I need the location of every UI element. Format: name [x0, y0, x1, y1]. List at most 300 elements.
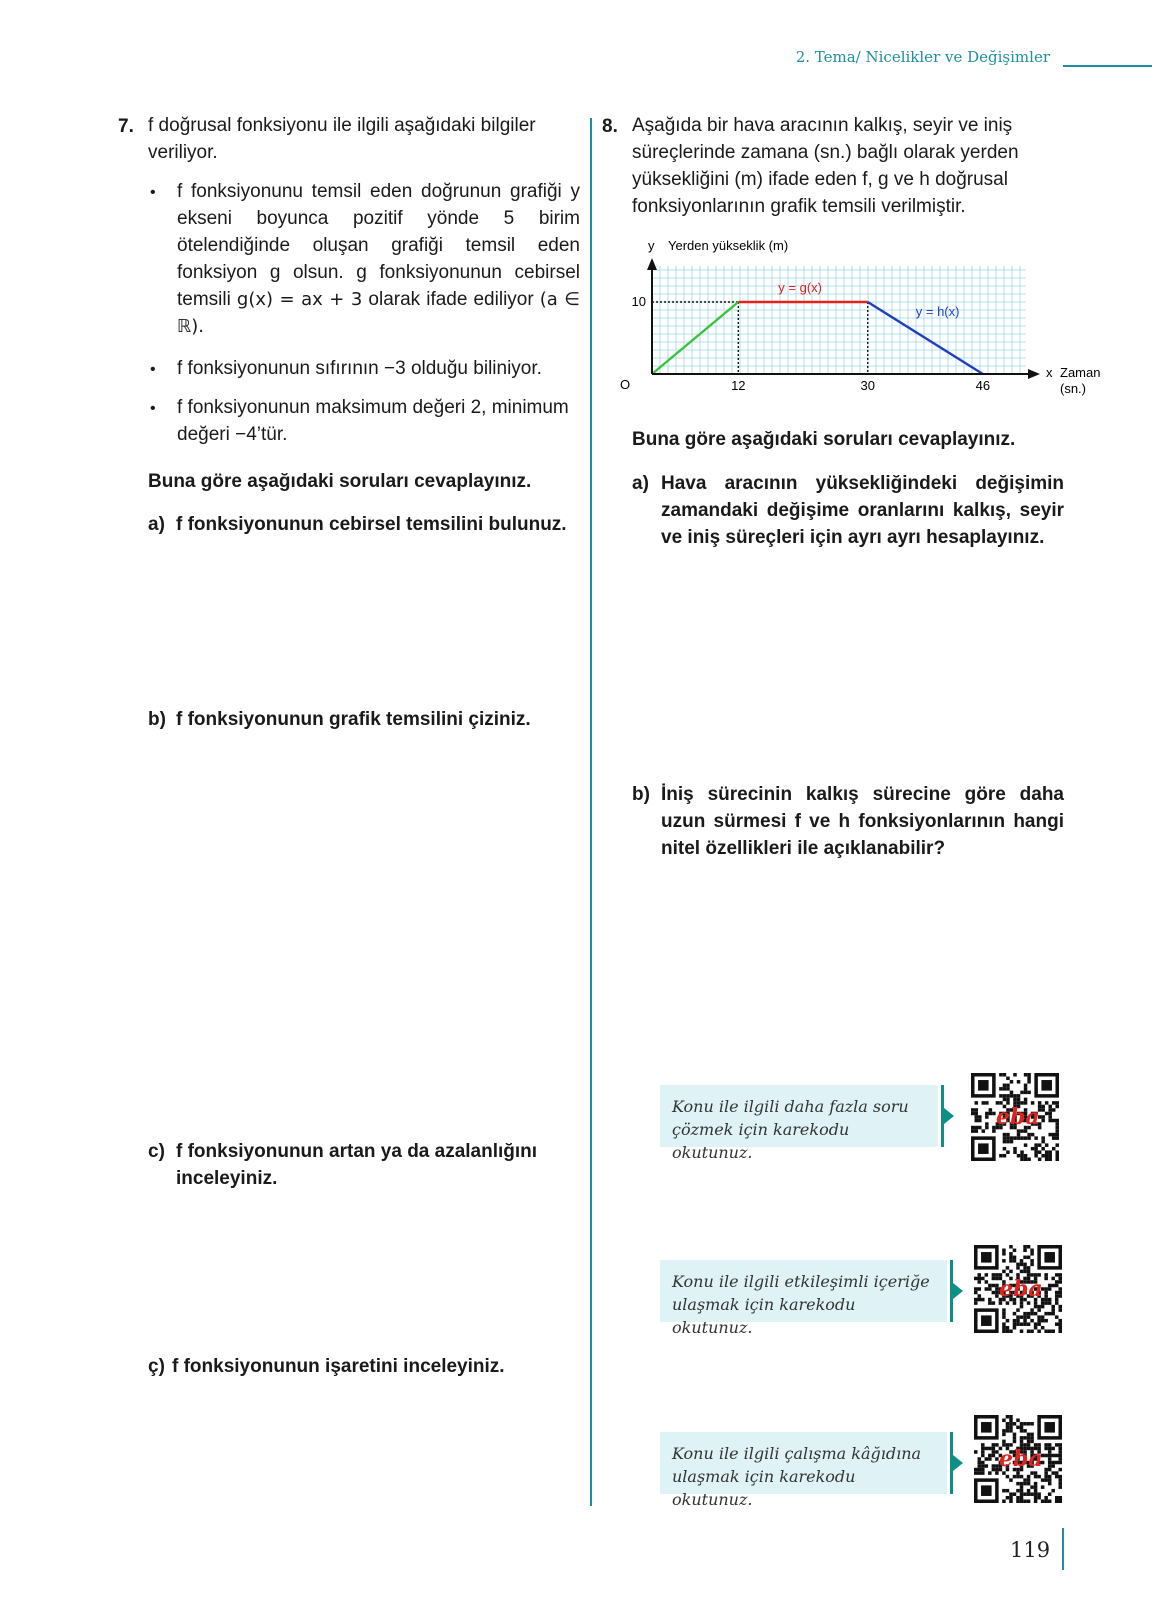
qr-module	[1055, 1499, 1059, 1503]
qr-module	[1058, 1499, 1062, 1503]
qr-module	[992, 1450, 996, 1454]
qr-module	[1048, 1499, 1052, 1503]
qr-module	[1030, 1433, 1034, 1437]
qr-module	[1034, 1485, 1038, 1489]
qr-module	[1002, 1315, 1006, 1319]
qr-module	[1048, 1119, 1052, 1123]
qr-module	[1023, 1478, 1027, 1482]
qr-module	[1010, 1080, 1014, 1084]
qr-module	[1058, 1287, 1062, 1291]
qr-module	[1044, 1294, 1048, 1298]
qr-module	[1044, 1478, 1048, 1482]
qr-module	[1044, 1287, 1048, 1291]
qr-module	[1058, 1478, 1062, 1482]
qr-module	[1020, 1150, 1024, 1154]
qr-module	[1041, 1154, 1045, 1158]
bullet-dot: •	[150, 184, 156, 201]
qr-module	[1009, 1499, 1013, 1503]
qr-module	[1048, 1154, 1052, 1158]
qr-module	[1051, 1284, 1055, 1288]
qr-module	[1027, 1133, 1031, 1137]
page-number-rule	[1062, 1528, 1064, 1570]
qr-module	[1051, 1308, 1055, 1312]
qr-module	[1027, 1157, 1031, 1161]
qr-module	[971, 1126, 975, 1130]
qr-module	[1051, 1305, 1055, 1309]
qr-module	[985, 1122, 989, 1126]
qr-module	[1016, 1419, 1020, 1423]
qr-module	[1051, 1471, 1055, 1475]
qr-module	[982, 1129, 986, 1133]
qr-module	[975, 1119, 979, 1123]
qr-finder	[978, 1143, 989, 1154]
qr-module	[1058, 1305, 1062, 1309]
qr-module	[1055, 1122, 1059, 1126]
qr-module	[1034, 1326, 1038, 1330]
qr-module	[1058, 1443, 1062, 1447]
qr-module	[1048, 1443, 1052, 1447]
qr-module	[1016, 1322, 1020, 1326]
qr-module	[975, 1129, 979, 1133]
qr-module	[1020, 1263, 1024, 1267]
qr-module	[1002, 1429, 1006, 1433]
origin-label: O	[620, 377, 631, 392]
qr-module	[1027, 1091, 1031, 1095]
qr-module	[1058, 1461, 1062, 1465]
qr-module	[1041, 1105, 1045, 1109]
qr-module	[1044, 1499, 1048, 1503]
qr-module	[1017, 1154, 1021, 1158]
qr-module	[988, 1471, 992, 1475]
qr-module	[1058, 1326, 1062, 1330]
qr-module	[1055, 1496, 1059, 1500]
qr-module	[1041, 1485, 1045, 1489]
qr-module	[992, 1273, 996, 1277]
qr-module	[1006, 1426, 1010, 1430]
qr-module	[1034, 1499, 1038, 1503]
qr-module	[1016, 1315, 1020, 1319]
qr-module	[1048, 1475, 1052, 1479]
qr-module	[1055, 1136, 1059, 1140]
qr-module	[1030, 1329, 1034, 1333]
qr-module	[1020, 1270, 1024, 1274]
qr-finder	[981, 1422, 992, 1433]
qr-module	[1045, 1150, 1049, 1154]
qr-module	[1048, 1150, 1052, 1154]
qr-module	[1013, 1098, 1017, 1102]
qr-module	[1044, 1273, 1048, 1277]
qr-note-1: Konu ile ilgili daha fazla soru çözmek için karekodu okutunuz.	[660, 1085, 938, 1147]
qr-module	[978, 1468, 982, 1472]
qr-finder	[981, 1315, 992, 1326]
qr-module	[1041, 1305, 1045, 1309]
qr-module	[1023, 1266, 1027, 1270]
qr-module	[1051, 1489, 1055, 1493]
qr-module	[1009, 1256, 1013, 1260]
qr-module	[1009, 1419, 1013, 1423]
qr-module	[1055, 1461, 1059, 1465]
qr-module	[1055, 1150, 1059, 1154]
arrow-right-icon	[944, 1108, 954, 1124]
qr-module	[1037, 1322, 1041, 1326]
qr-module	[988, 1454, 992, 1458]
qr-module	[1002, 1433, 1006, 1437]
qr-module	[1024, 1087, 1028, 1091]
qr-module	[1020, 1440, 1024, 1444]
qr-module	[1030, 1312, 1034, 1316]
qr-module	[1052, 1136, 1056, 1140]
qr-module	[1048, 1450, 1052, 1454]
qr-module	[1044, 1329, 1048, 1333]
qr-module	[1027, 1256, 1031, 1260]
qr-module	[1048, 1287, 1052, 1291]
qr-module	[1013, 1475, 1017, 1479]
qr-module	[1009, 1259, 1013, 1263]
qr-module	[1013, 1259, 1017, 1263]
qr-module	[1038, 1143, 1042, 1147]
qr-module	[1024, 1143, 1028, 1147]
qr-module	[975, 1126, 979, 1130]
qr-module	[1013, 1150, 1017, 1154]
qr-module	[1027, 1136, 1031, 1140]
qr-module	[999, 1154, 1003, 1158]
qr-module	[1041, 1478, 1045, 1482]
qr-module	[1006, 1266, 1010, 1270]
qr-module	[1013, 1249, 1017, 1253]
qr-module	[988, 1284, 992, 1288]
qr-module	[1044, 1468, 1048, 1472]
qr-module	[1041, 1319, 1045, 1323]
qr-module	[1002, 1249, 1006, 1253]
qr-module	[985, 1126, 989, 1130]
qr-module	[1058, 1322, 1062, 1326]
qr-module	[1055, 1273, 1059, 1277]
qr-module	[1020, 1489, 1024, 1493]
qr-module	[1024, 1098, 1028, 1102]
qr-module	[1030, 1259, 1034, 1263]
qr-module	[992, 1284, 996, 1288]
qr-finder	[981, 1485, 992, 1496]
qr-module	[1037, 1329, 1041, 1333]
qr-module	[978, 1126, 982, 1130]
qr-module	[1041, 1119, 1045, 1123]
qr-module	[1034, 1143, 1038, 1147]
qr-module	[1020, 1499, 1024, 1503]
qr-module	[1034, 1496, 1038, 1500]
qr-module	[1002, 1499, 1006, 1503]
qr-module	[978, 1294, 982, 1298]
qr-finder	[1044, 1422, 1055, 1433]
qr-module	[981, 1471, 985, 1475]
chart-labels	[632, 280, 991, 416]
altitude-chart	[620, 236, 1100, 416]
qr-module	[1016, 1499, 1020, 1503]
qr-module	[974, 1468, 978, 1472]
qr-module	[1009, 1415, 1013, 1419]
qr-module	[1023, 1422, 1027, 1426]
qr-module	[1055, 1154, 1059, 1158]
qr-module	[1058, 1277, 1062, 1281]
qr-module	[1052, 1101, 1056, 1105]
qr-module	[1009, 1492, 1013, 1496]
question-7-part-c-cedilla: f fonksiyonunun işaretini inceleyiniz.	[172, 1356, 505, 1377]
qr-module	[1052, 1119, 1056, 1123]
qr-module	[1055, 1143, 1059, 1147]
qr-module	[1023, 1436, 1027, 1440]
qr-module	[971, 1129, 975, 1133]
column-divider	[590, 118, 592, 1506]
qr-module	[985, 1457, 989, 1461]
qr-module	[1023, 1263, 1027, 1267]
qr-module	[1044, 1447, 1048, 1451]
qr-module	[1037, 1308, 1041, 1312]
qr-module	[971, 1108, 975, 1112]
qr-module	[1013, 1436, 1017, 1440]
qr-module	[1051, 1277, 1055, 1281]
qr-module	[1002, 1440, 1006, 1444]
qr-module	[1024, 1073, 1028, 1077]
question-7-part-c: f fonksiyonunun artan ya da azalanlığını inceleyiniz.	[176, 1141, 538, 1189]
qr-module	[1055, 1119, 1059, 1123]
formula-tail: olarak ifade ediliyor	[368, 289, 534, 310]
qr-module	[1016, 1266, 1020, 1270]
qr-module	[1016, 1319, 1020, 1323]
qr-module	[1013, 1319, 1017, 1323]
qr-module	[1055, 1301, 1059, 1305]
qr-module	[1058, 1273, 1062, 1277]
bullet-dot: •	[150, 400, 156, 417]
qr-module	[1023, 1315, 1027, 1319]
qr-module	[1044, 1277, 1048, 1281]
qr-module	[1058, 1457, 1062, 1461]
qr-module	[1030, 1263, 1034, 1267]
qr-module	[1055, 1294, 1059, 1298]
bullet-dot: •	[150, 361, 156, 378]
qr-module	[1058, 1329, 1062, 1333]
qr-module	[1006, 1150, 1010, 1154]
qr-module	[1016, 1496, 1020, 1500]
qr-module	[1027, 1440, 1031, 1444]
qr-module	[1045, 1143, 1049, 1147]
qr-module	[1009, 1426, 1013, 1430]
header-rule	[1063, 65, 1152, 67]
qr-module	[1002, 1312, 1006, 1316]
qr-module	[1058, 1447, 1062, 1451]
qr-module	[1058, 1485, 1062, 1489]
qr-module	[1023, 1270, 1027, 1274]
qr-module	[1044, 1291, 1048, 1295]
qr-module	[1006, 1094, 1010, 1098]
qr-module	[1006, 1496, 1010, 1500]
qr-module	[985, 1464, 989, 1468]
qr-module	[1020, 1422, 1024, 1426]
qr-module	[988, 1457, 992, 1461]
qr-module	[978, 1464, 982, 1468]
question-7-prompt: Buna göre aşağıdaki soruları cevaplayınız.	[148, 471, 532, 492]
qr-module	[1055, 1105, 1059, 1109]
qr-module	[975, 1112, 979, 1116]
qr-module	[1027, 1077, 1031, 1081]
qr-module	[1038, 1150, 1042, 1154]
qr-module	[1048, 1301, 1052, 1305]
qr-note-3: Konu ile ilgili çalışma kâğıdına ulaşmak için karekodu okutunuz.	[660, 1432, 947, 1494]
qr-module	[978, 1119, 982, 1123]
qr-module	[1006, 1319, 1010, 1323]
qr-module	[1034, 1136, 1038, 1140]
qr-module	[1020, 1157, 1024, 1161]
qr-module	[981, 1447, 985, 1451]
qr-module	[1034, 1322, 1038, 1326]
eba-logo: eba	[996, 1104, 1040, 1130]
qr-module	[1051, 1454, 1055, 1458]
qr-module	[1003, 1154, 1007, 1158]
qr-module	[981, 1468, 985, 1472]
qr-module	[1055, 1322, 1059, 1326]
qr-module	[1002, 1322, 1006, 1326]
qr-module	[1044, 1443, 1048, 1447]
qr-module	[1048, 1478, 1052, 1482]
qr-module	[1027, 1245, 1031, 1249]
qr-module	[1055, 1471, 1059, 1475]
qr-module	[992, 1277, 996, 1281]
part-label: a)	[148, 514, 165, 535]
qr-module	[1055, 1129, 1059, 1133]
qr-module	[1020, 1091, 1024, 1095]
qr-module	[1006, 1140, 1010, 1144]
qr-module	[985, 1447, 989, 1451]
question-8-intro: Aşağıda bir hava aracının kalkış, seyir ve iniş süreçlerinde zamana (sn.) bağlı olarak yerden yüksekliğini (m) ifade eden f, g ve h doğrusal fonksiyonlarının grafik temsili verilmiştir.	[632, 115, 1019, 217]
qr-module	[1045, 1154, 1049, 1158]
qr-module	[1048, 1108, 1052, 1112]
part-label: b)	[632, 784, 650, 805]
qr-module	[1024, 1154, 1028, 1158]
qr-module	[1024, 1136, 1028, 1140]
qr-module	[1020, 1426, 1024, 1430]
qr-module	[999, 1087, 1003, 1091]
qr-module	[1048, 1284, 1052, 1288]
qr-module	[1016, 1482, 1020, 1486]
qr-module	[1020, 1492, 1024, 1496]
qr-module	[1010, 1136, 1014, 1140]
qr-module	[1016, 1475, 1020, 1479]
arrow-right-icon	[953, 1283, 963, 1299]
question-8-part-b: İniş sürecinin kalkış sürecine göre daha uzun sürmesi f ve h fonksiyonlarının hangi nitel özellikleri ile açıklanabilir?	[661, 784, 1064, 859]
qr-module	[1051, 1461, 1055, 1465]
qr-module	[1044, 1312, 1048, 1316]
qr-module	[1027, 1312, 1031, 1316]
qr-module	[1023, 1499, 1027, 1503]
qr-module	[1002, 1270, 1006, 1274]
qr-module	[1045, 1112, 1049, 1116]
qr-module	[1041, 1108, 1045, 1112]
x-axis-arrow	[1028, 369, 1040, 379]
qr-module	[974, 1301, 978, 1305]
qr-module	[1020, 1259, 1024, 1263]
qr-module	[1006, 1133, 1010, 1137]
qr-module	[1002, 1326, 1006, 1330]
qr-module	[1052, 1147, 1056, 1151]
qr-module	[1027, 1492, 1031, 1496]
series-label-2: y = g(x)	[778, 280, 823, 295]
qr-finder	[1044, 1252, 1055, 1263]
qr-module	[1017, 1098, 1021, 1102]
qr-module	[985, 1280, 989, 1284]
qr-module	[1055, 1315, 1059, 1319]
qr-module	[1051, 1447, 1055, 1451]
qr-module	[1020, 1436, 1024, 1440]
qr-module	[1027, 1329, 1031, 1333]
qr-module	[1020, 1496, 1024, 1500]
qr-module	[1055, 1284, 1059, 1288]
qr-module	[1013, 1433, 1017, 1437]
qr-module	[1006, 1422, 1010, 1426]
qr-module	[1016, 1263, 1020, 1267]
question-7-bullet-3: f fonksiyonunun maksimum değeri 2, minimum değeri −4’tür.	[177, 397, 569, 445]
qr-module	[1009, 1252, 1013, 1256]
qr-module	[1027, 1073, 1031, 1077]
qr-module	[1003, 1147, 1007, 1151]
y-axis-label: Yerden yükseklik (m)	[668, 238, 789, 253]
qr-module	[1037, 1305, 1041, 1309]
qr-module	[999, 1094, 1003, 1098]
qr-module	[1027, 1422, 1031, 1426]
qr-module	[1003, 1136, 1007, 1140]
qr-module	[988, 1287, 992, 1291]
qr-module	[1048, 1454, 1052, 1458]
qr-module	[1013, 1136, 1017, 1140]
qr-module	[1002, 1252, 1006, 1256]
qr-module	[1031, 1147, 1035, 1151]
x-axis-name: x	[1046, 365, 1053, 380]
qr-module	[971, 1112, 975, 1116]
qr-module	[1048, 1298, 1052, 1302]
qr-module	[975, 1115, 979, 1119]
qr-module	[1020, 1315, 1024, 1319]
qr-module	[1023, 1256, 1027, 1260]
qr-module	[999, 1073, 1003, 1077]
qr-note-2: Konu ile ilgili etkileşimli içeriğe ulaşmak için karekodu okutunuz.	[660, 1260, 947, 1322]
eba-logo: eba	[999, 1446, 1043, 1472]
qr-module	[1023, 1482, 1027, 1486]
qr-module	[1027, 1478, 1031, 1482]
qr-module	[1003, 1084, 1007, 1088]
qr-module	[978, 1277, 982, 1281]
qr-module	[1006, 1326, 1010, 1330]
qr-module	[1055, 1475, 1059, 1479]
qr-module	[985, 1287, 989, 1291]
qr-module	[1030, 1440, 1034, 1444]
qr-module	[1023, 1429, 1027, 1433]
part-label: ç)	[148, 1356, 165, 1377]
qr-module	[1002, 1489, 1006, 1493]
qr-module	[1034, 1305, 1038, 1309]
qr-module	[1009, 1422, 1013, 1426]
qr-module	[1016, 1426, 1020, 1430]
qr-module	[1016, 1308, 1020, 1312]
qr-module	[1044, 1454, 1048, 1458]
qr-module	[1044, 1301, 1048, 1305]
qr-module	[992, 1464, 996, 1468]
qr-module	[992, 1443, 996, 1447]
qr-module	[981, 1450, 985, 1454]
formula-g: g(x) = ax + 3	[236, 289, 363, 310]
qr-module	[1048, 1112, 1052, 1116]
qr-module	[1013, 1256, 1017, 1260]
qr-module	[1017, 1080, 1021, 1084]
qr-module	[1020, 1154, 1024, 1158]
qr-module	[1048, 1105, 1052, 1109]
qr-module	[1030, 1319, 1034, 1323]
